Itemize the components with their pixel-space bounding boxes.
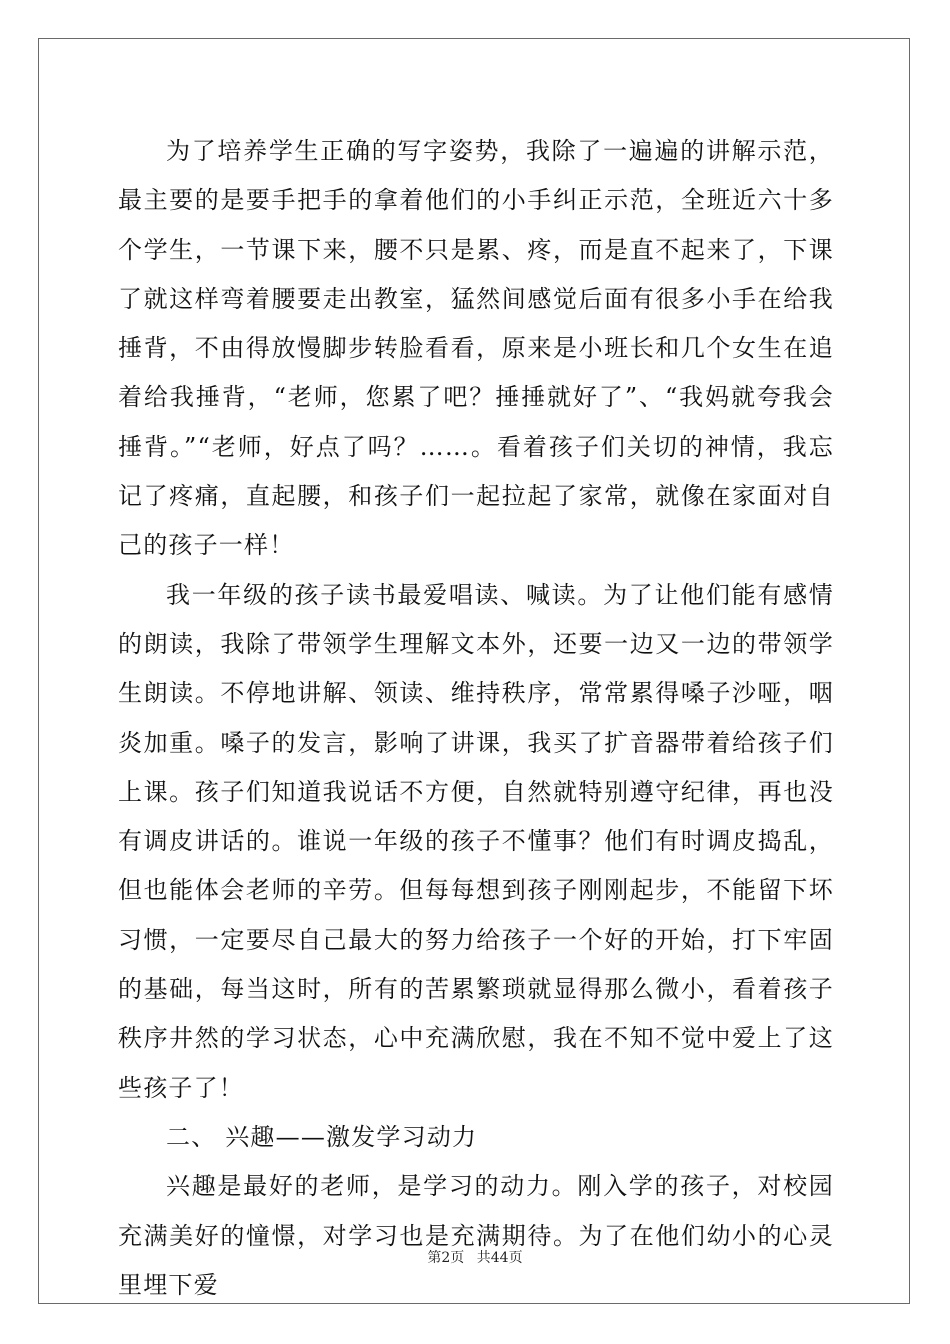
paragraph-interest: 兴趣是最好的老师，是学习的动力。刚入学的孩子，对校园充满美好的憧憬，对学习也是充满期待。为了在他们幼小的心灵里埋下爱 [118,1172,834,1299]
page-footer [0,1247,950,1267]
document-body [118,127,834,1310]
page-total: 共44页 [476,1250,523,1266]
section-heading-interest: 二、 兴趣——激发学习动力 [166,1122,478,1151]
paragraph-reading-aloud: 我一年级的孩子读书最爱唱读、喊读。为了让他们能有感情的朗读，我除了带领学生理解文本外，还要一边又一边的带领学生朗读。不停地讲解、领读、维持秩序，常常累得嗓子沙哑，咽炎加重。嗓子的发言，影响了讲课，我买了扩音器带着给孩子们上课。孩子们知道我说话不方便，自然就特别遵守纪律，再也没有调皮讲话的。谁说一年级的孩子不懂事？他们有时调皮捣乱，但也能体会老师的辛劳。但每每想到孩子刚刚起步，不能留下坏习惯，一定要尽自己最大的努力给孩子一个好的开始，打下牢固的基础，每当这时，所有的苦累繁琐就显得那么微小，看着孩子秩序井然的学习状态，心中充满欣慰，我在不知不觉中爱上了这些孩子了！ [118,580,834,1102]
paragraph-writing-posture: 为了培养学生正确的写字姿势，我除了一遍遍的讲解示范，最主要的是要手把手的拿着他们的小手纠正示范，全班近六十多个学生，一节课下来，腰不只是累、疼，而是直不起来了，下课了就这样弯着腰要走出教室，猛然间感觉后面有很多小手在给我捶背，不由得放慢脚步转脸看看，原来是小班长和几个女生在追着给我捶背，“老师，您累了吧？捶捶就好了”、“我妈就夸我会捶背。”“老师，好点了吗？……。看着孩子们关切的神情，我忘记了疼痛，直起腰，和孩子们一起拉起了家常，就像在家面对自己的孩子一样！ [118,137,834,560]
page-number: 第2页 [427,1250,465,1266]
